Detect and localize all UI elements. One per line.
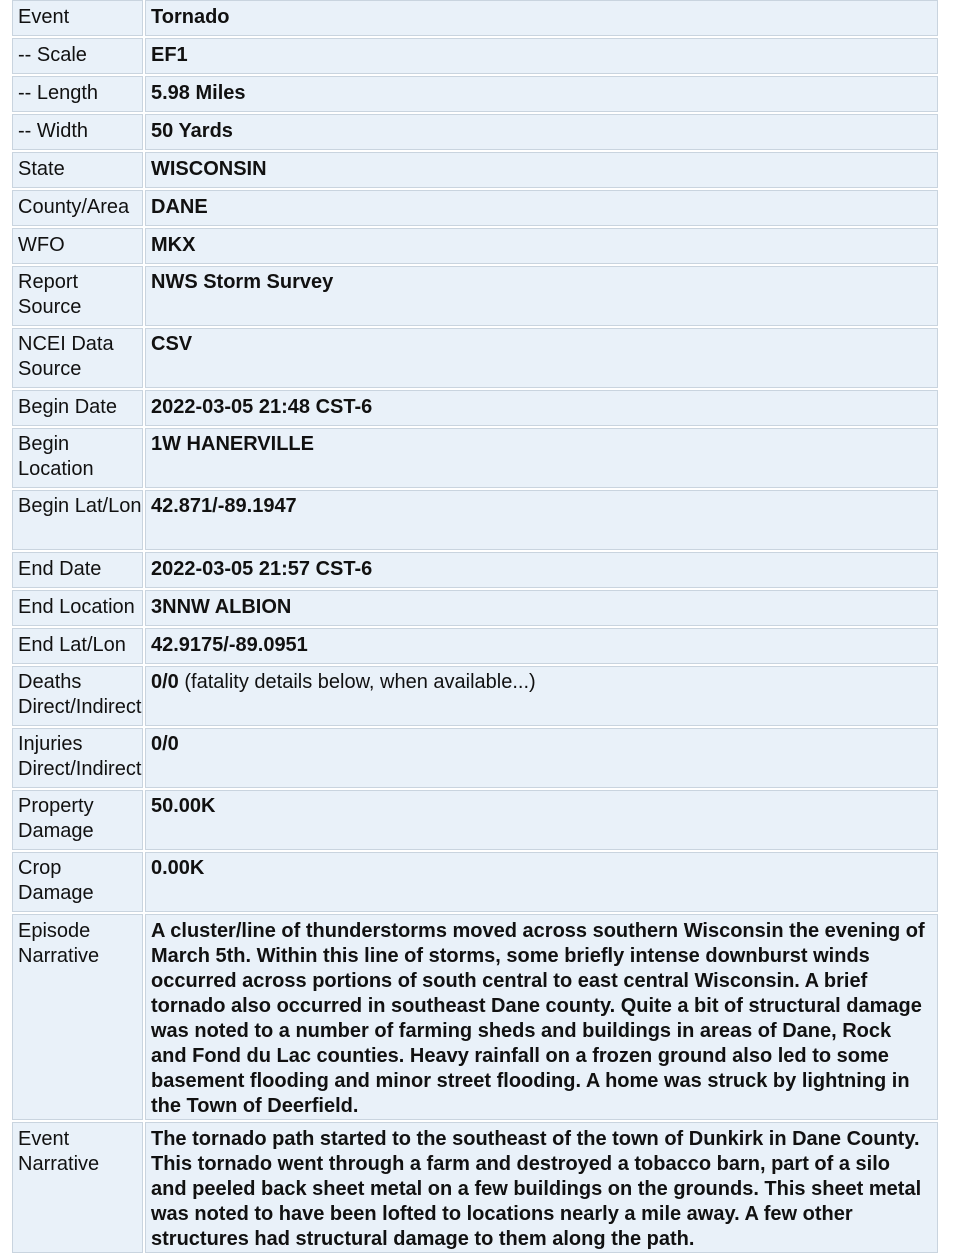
table-row — [12, 852, 938, 912]
storm-event-details-table — [10, 0, 940, 1255]
table-row — [12, 390, 938, 426]
row-value: MKX — [145, 228, 938, 264]
table-row — [12, 628, 938, 664]
row-label: -- Scale — [12, 38, 143, 74]
table-row — [12, 666, 938, 726]
row-value: WISCONSIN — [145, 152, 938, 188]
row-label: Event — [12, 0, 143, 36]
table-row — [12, 76, 938, 112]
row-value-main: 0/0 — [151, 671, 179, 693]
row-value: 0/0 — [145, 728, 938, 788]
row-value: A cluster/line of thunderstorms moved across southern Wisconsin the evening of March 5th. Within this line of storms, some briefly intense downburst winds occurred across portions of south central to east central Wisconsin. A brief tornado also occurred in southeast Dane county. Quite a bit of structural damage was noted to a number of farming sheds and buildings in areas of Dane, Rock and Fond du Lac counties. Heavy rainfall on a frozen ground also led to some basement flooding and minor street flooding. A home was struck by lightning in the Town of Deerfield. — [145, 914, 938, 1120]
table-row — [12, 914, 938, 1120]
row-label: Crop Damage — [12, 852, 143, 912]
row-label: End Date — [12, 552, 143, 588]
row-label: Deaths Direct/Indirect — [12, 666, 143, 726]
table-row — [12, 328, 938, 388]
table-row — [12, 790, 938, 850]
row-value: EF1 — [145, 38, 938, 74]
row-label: Begin Date — [12, 390, 143, 426]
row-value: 0.00K — [145, 852, 938, 912]
table-row — [12, 190, 938, 226]
row-value: 5.98 Miles — [145, 76, 938, 112]
table-row — [12, 428, 938, 488]
table-row — [12, 1122, 938, 1253]
table-row — [12, 152, 938, 188]
row-label: End Lat/Lon — [12, 628, 143, 664]
row-value — [145, 666, 938, 726]
row-value: 42.9175/-89.0951 — [145, 628, 938, 664]
row-value: NWS Storm Survey — [145, 266, 938, 326]
row-label: -- Length — [12, 76, 143, 112]
row-value: 2022-03-05 21:48 CST-6 — [145, 390, 938, 426]
row-label: Property Damage — [12, 790, 143, 850]
row-value: Tornado — [145, 0, 938, 36]
row-label: Report Source — [12, 266, 143, 326]
table-row — [12, 552, 938, 588]
table-row — [12, 590, 938, 626]
row-label: County/Area — [12, 190, 143, 226]
table-row — [12, 228, 938, 264]
row-value: CSV — [145, 328, 938, 388]
row-label: State — [12, 152, 143, 188]
row-value-note: (fatality details below, when available...) — [184, 671, 536, 693]
row-value: The tornado path started to the southeast of the town of Dunkirk in Dane County. This tornado went through a farm and destroyed a tobacco barn, part of a silo and peeled back sheet metal on a few buildings on the grounds. This sheet metal was noted to have been lofted to locations nearly a mile away. A few other structures had structural damage to them along the path. — [145, 1122, 938, 1253]
row-label: Episode Narrative — [12, 914, 143, 1120]
row-label: Begin Lat/Lon — [12, 490, 143, 550]
row-value: DANE — [145, 190, 938, 226]
table-row — [12, 0, 938, 36]
table-row — [12, 728, 938, 788]
row-label: Begin Location — [12, 428, 143, 488]
row-label: End Location — [12, 590, 143, 626]
row-label: Event Narrative — [12, 1122, 143, 1253]
row-value: 1W HANERVILLE — [145, 428, 938, 488]
row-value: 42.871/-89.1947 — [145, 490, 938, 550]
table-row — [12, 114, 938, 150]
table-row — [12, 38, 938, 74]
row-label: WFO — [12, 228, 143, 264]
table-row — [12, 490, 938, 550]
row-value: 50 Yards — [145, 114, 938, 150]
row-label: Injuries Direct/Indirect — [12, 728, 143, 788]
row-value: 2022-03-05 21:57 CST-6 — [145, 552, 938, 588]
row-label: -- Width — [12, 114, 143, 150]
row-value: 3NNW ALBION — [145, 590, 938, 626]
table-row — [12, 266, 938, 326]
row-label: NCEI Data Source — [12, 328, 143, 388]
row-value: 50.00K — [145, 790, 938, 850]
